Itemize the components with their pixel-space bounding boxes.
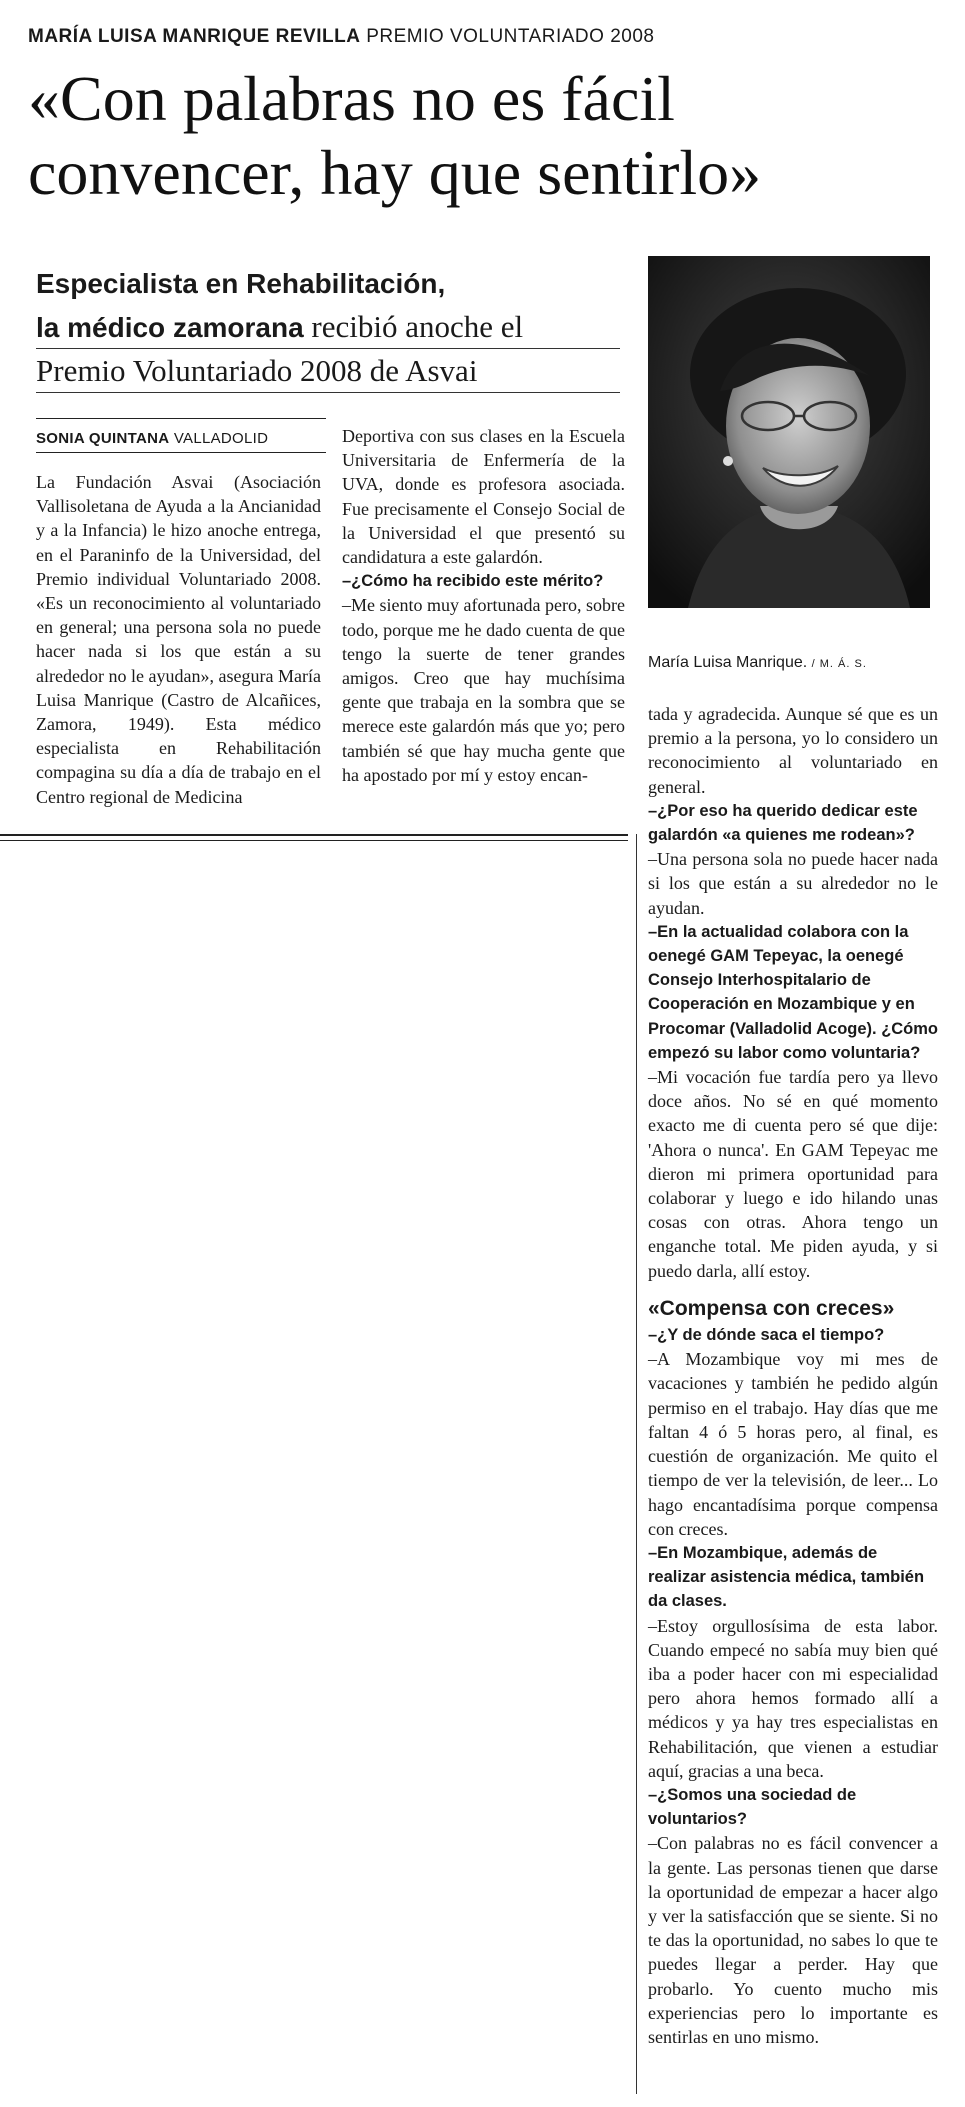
caption-credit: / M. Á. S. bbox=[811, 658, 867, 670]
portrait-image bbox=[648, 256, 930, 608]
deck-bottom-divider bbox=[36, 392, 620, 393]
deck-line-1: Especialista en Rehabilitación, bbox=[36, 268, 446, 299]
byline-author: SONIA QUINTANA bbox=[36, 430, 170, 447]
answer: –Mi vocación fue tardía pero ya llevo doce años. No sé en qué momento exacto me di cuenta pero sé que dije: 'Ahora o nunca'. En GAM Tepeyac me dieron mi primera oportunidad para colaborar y luego e ido hilando unas cosas con otras. Ahora tengo un enganche total. Me piden ayuda, y si puedo darla, allí estoy. bbox=[648, 1067, 938, 1281]
answer: –Me siento muy afortunada pero, sobre todo, porque me he dado cuenta de que tengo la suerte de tener grandes amigos. Creo que hay muchísima gente que trabaja en la sombra que se merece este galardón más que yo; pero también sé que hay mucha gente que ha apostado por mí y estoy encan- bbox=[342, 595, 625, 785]
answer: –Con palabras no es fácil convencer a la gente. Las personas tienen que darse la oportunidad de empezar a hacer algo y ver la satisfacción que se siente. Si no te das la oportunidad, no sabes lo que te puedes llegar a perder. Hay que probarlo. Yo cuento mucho mis experiencias pero lo importante es sentirlas en uno mismo. bbox=[648, 1833, 938, 2047]
paragraph: Deportiva con sus clases en la Escuela Universitaria de Enfermería de la UVA, donde es profesora asociada. Fue precisamente el Consejo Social de la Universidad el que presentó su candidatura a este galardón. bbox=[342, 426, 625, 568]
headline-line-2: convencer, hay que sentirlo» bbox=[28, 137, 762, 208]
photo-caption bbox=[648, 654, 867, 672]
answer: –Estoy orgullosísima de esta labor. Cuando empecé no sabía muy bien qué iba a poder hacer con mi especialidad pero ahora hemos formado allí a médicos y ya hay tres especialistas en Rehabilitación, que vienen a estudiar aquí, gracias a una beca. bbox=[648, 1615, 938, 1781]
question: –En la actualidad colabora con la oenegé GAM Tepeyac, la oenegé Consejo Interhospitalario de Cooperación en Mozambique y en Procomar (Valladolid Acoge). ¿Cómo empezó su labor como voluntaria? bbox=[648, 922, 939, 1062]
subheading: «Compensa con creces» bbox=[648, 1296, 895, 1320]
column-2 bbox=[342, 424, 625, 787]
question: –¿Y de dónde saca el tiempo? bbox=[648, 1326, 885, 1345]
deck-line-2-bold: la médico zamorana bbox=[36, 312, 304, 343]
deck bbox=[36, 262, 626, 393]
answer: –A Mozambique voy mi mes de vacaciones y también he pedido algún permiso en el trabajo. Hay días que me faltan 4 ó 5 horas pero, al final, es cuestión de organización. Me quito el tiempo de ver la televisión, de leer... Lo hago encantadísima porque compensa con creces. bbox=[648, 1349, 938, 1539]
question: –En Mozambique, además de realizar asistencia médica, también da clases. bbox=[648, 1543, 925, 1611]
byline bbox=[36, 430, 336, 447]
portrait-photo bbox=[648, 256, 930, 608]
byline-location: VALLADOLID bbox=[173, 430, 269, 447]
byline-top-rule bbox=[36, 418, 326, 419]
kicker-section: PREMIO VOLUNTARIADO 2008 bbox=[366, 26, 655, 47]
column-divider bbox=[636, 834, 637, 2094]
answer: tada y agradecida. Aunque sé que es un premio a la persona, yo lo considero un reconocimiento al voluntariado en general. bbox=[648, 704, 938, 797]
column-3 bbox=[648, 702, 938, 2049]
section-rule bbox=[0, 834, 628, 836]
byline-bottom-rule bbox=[36, 452, 326, 453]
headline-line-1: «Con palabras no es fácil bbox=[28, 63, 675, 134]
question: –¿Por eso ha querido dedicar este galardón «a quienes me rodean»? bbox=[648, 801, 918, 845]
column-1 bbox=[36, 470, 321, 809]
kicker bbox=[28, 26, 654, 48]
kicker-name: MARÍA LUISA MANRIQUE REVILLA bbox=[28, 26, 361, 47]
paragraph: La Fundación Asvai (Asociación Vallisoletana de Ayuda a la Ancianidad y a la Infancia) le hizo anoche entrega, en el Paraninfo de la Universidad, del Premio individual Voluntariado 2008. «Es un reconocimiento al voluntariado en general; una persona sola no puede hacer nada si los que están a su alrededor no le ayudan», asegura María Luisa Manrique (Castro de Alcañices, Zamora, 1949). Esta médico especialista en Rehabilitación compagina su día a día de trabajo en el Centro regional de Medicina bbox=[36, 472, 321, 807]
question: –¿Cómo ha recibido este mérito? bbox=[342, 572, 604, 591]
question: –¿Somos una sociedad de voluntarios? bbox=[648, 1785, 857, 1829]
answer: –Una persona sola no puede hacer nada si los que están a su alrededor no le ayudan. bbox=[648, 849, 938, 918]
deck-divider bbox=[36, 348, 620, 349]
headline bbox=[28, 62, 928, 210]
caption-text: María Luisa Manrique. bbox=[648, 654, 808, 671]
deck-line-3: Premio Voluntariado 2008 de Asvai bbox=[36, 353, 478, 388]
deck-line-2-rest: recibió anoche el bbox=[303, 309, 524, 344]
section-rule-thin bbox=[0, 840, 628, 841]
